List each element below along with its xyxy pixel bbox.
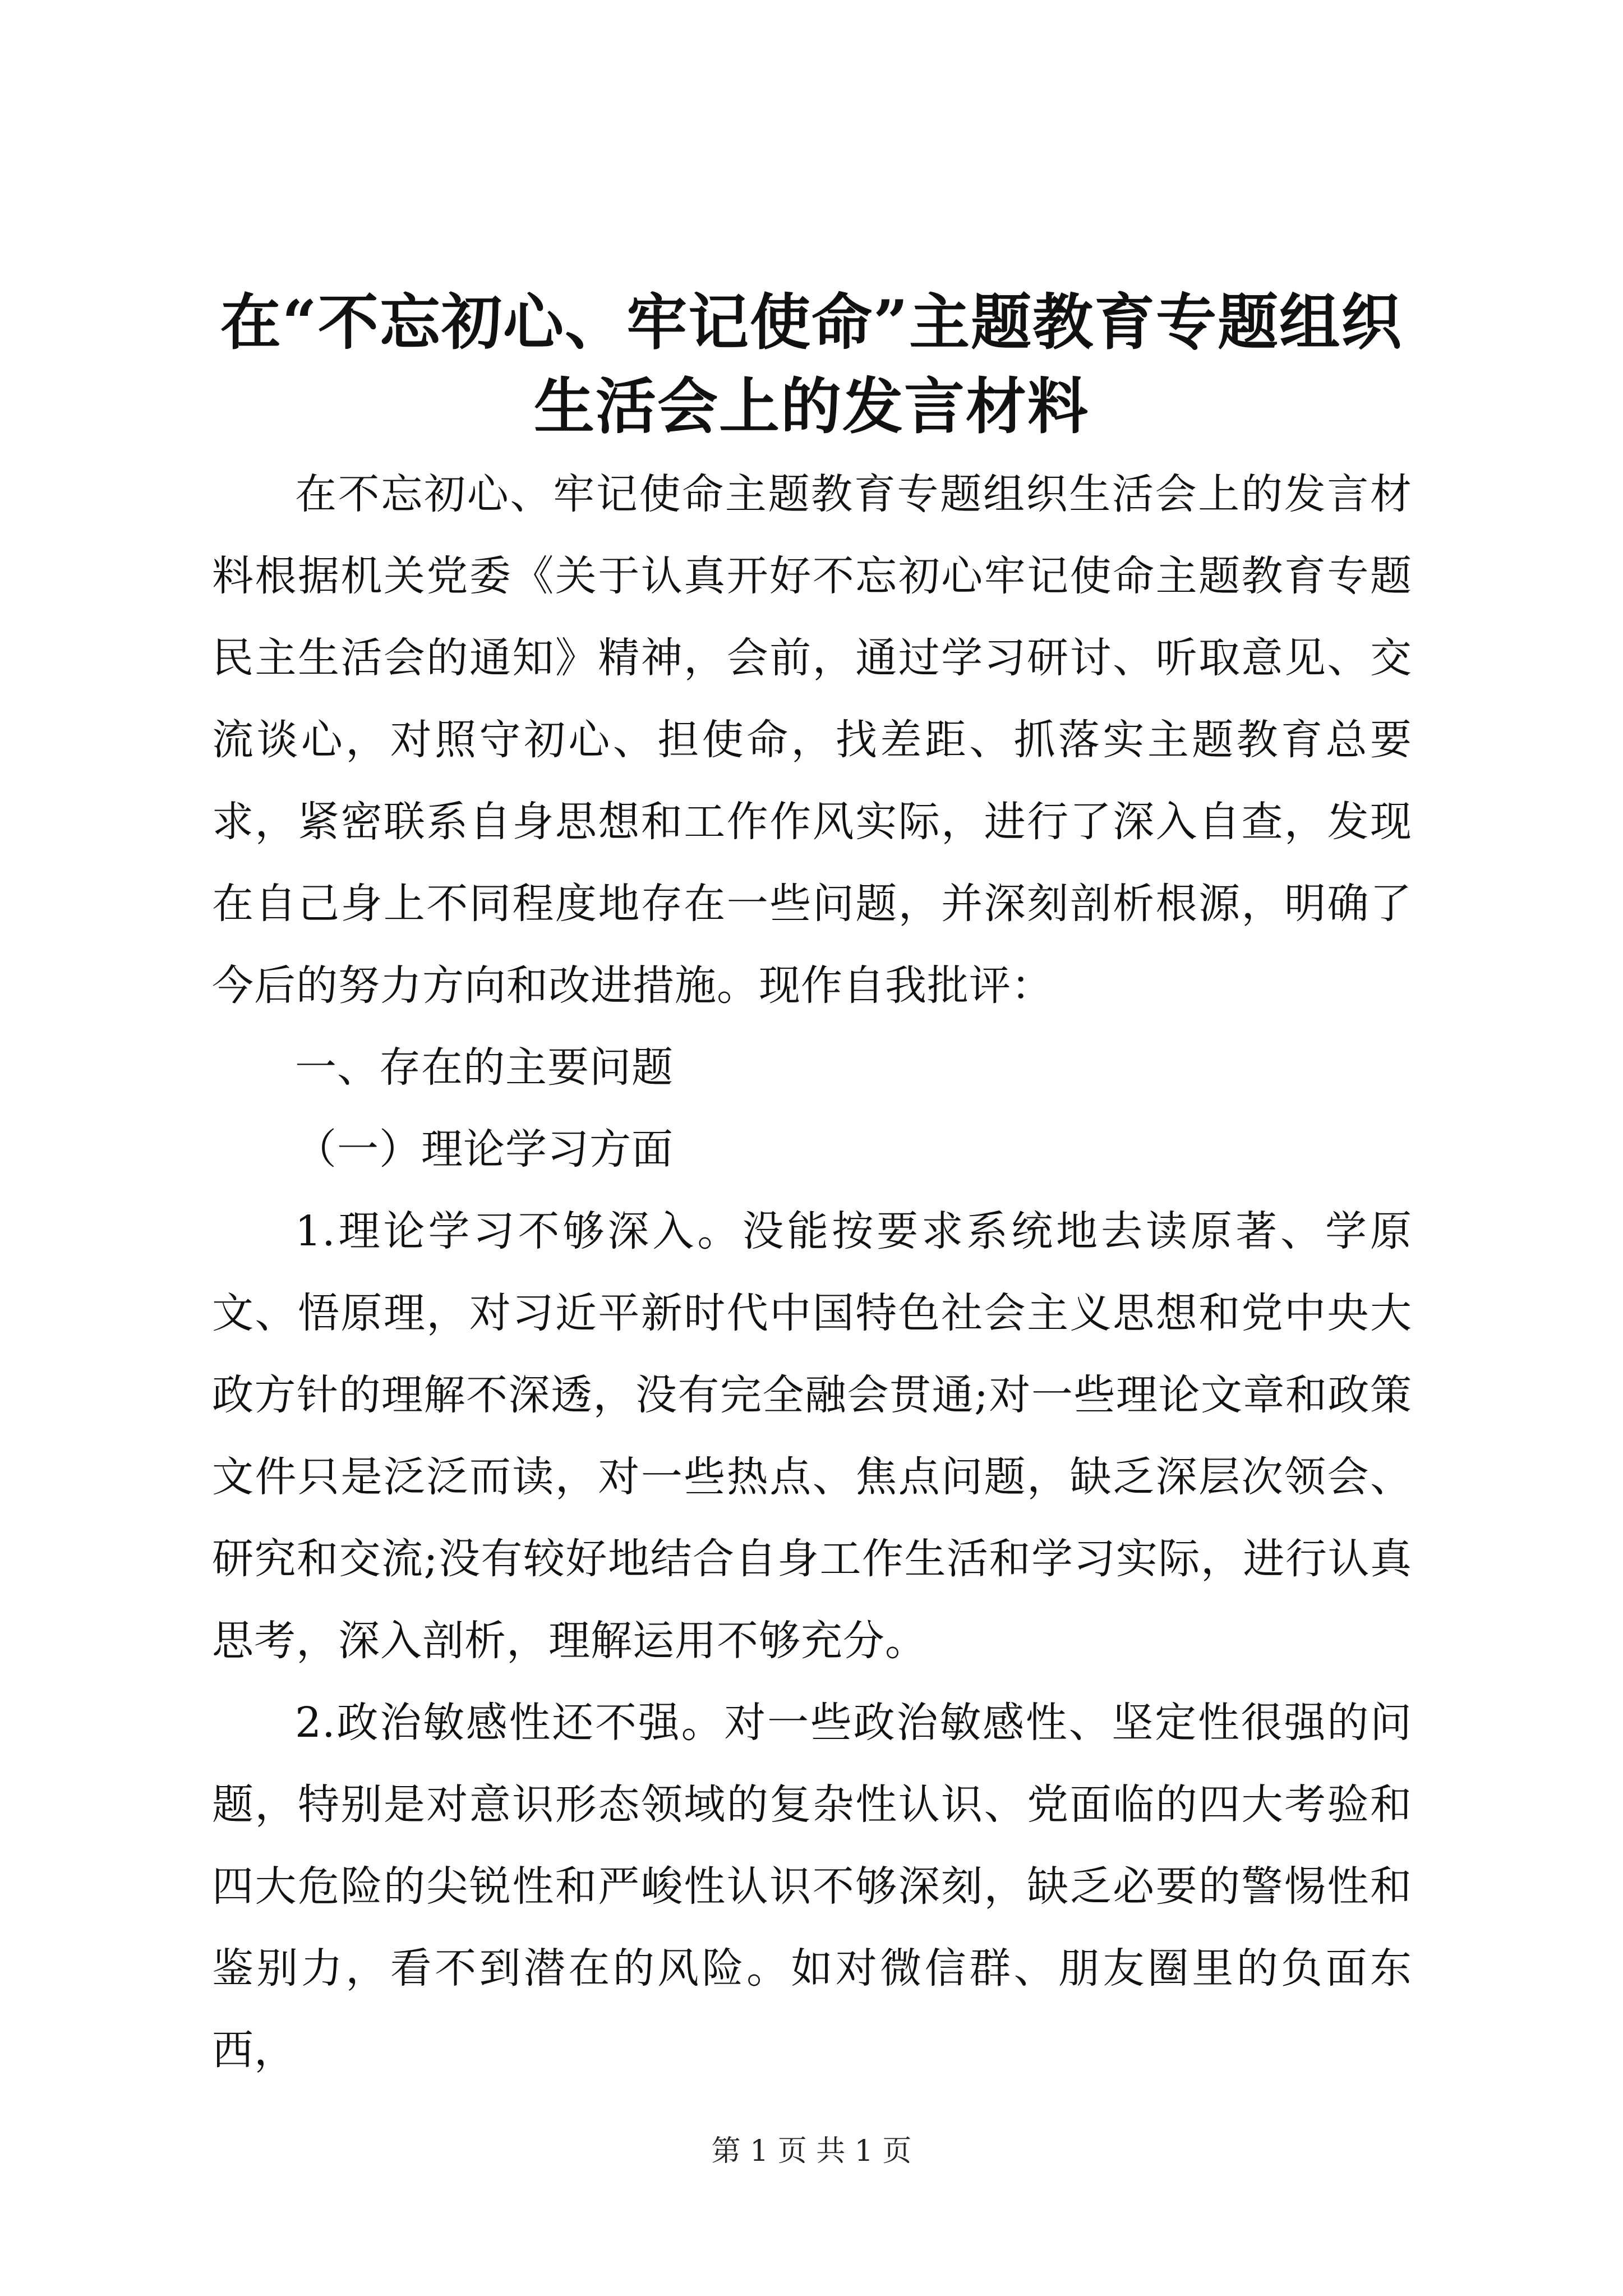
- page-footer: 第 1 页 共 1 页: [711, 2134, 912, 2168]
- paragraph-item-2: 2.政治敏感性还不强。对一些政治敏感性、坚定性很强的问题，特别是对意识形态领域的复杂性认识、党面临的四大考验和四大危险的尖锐性和严峻性认识不够深刻，缺乏必要的警惕性和鉴别力，看不到潜在的风险。如对微信群、朋友圈里的负面东西，: [212, 1699, 1412, 2074]
- document-body: [212, 453, 1412, 2091]
- subsection-heading-theory-study: （一）理论学习方面: [295, 1125, 674, 1174]
- section-heading-main-problems: 一、存在的主要问题: [295, 1043, 674, 1092]
- document-title: 在“不忘初心、牢记使命”主题教育专题组织生活会上的发言材料: [220, 287, 1403, 442]
- paragraph-intro: 在不忘初心、牢记使命主题教育专题组织生活会上的发言材料根据机关党委《关于认真开好不忘初心牢记使命主题教育专题民主生活会的通知》精神，会前，通过学习研讨、听取意见、交流谈心，对照守初心、担使命，找差距、抓落实主题教育总要求，紧密联系自身思想和工作作风实际，进行了深入自查，发现在自己身上不同程度地存在一些问题，并深刻剖析根源，明确了今后的努力方向和改进措施。现作自我批评：: [212, 470, 1412, 1010]
- paragraph-item-1: 1.理论学习不够深入。没能按要求系统地去读原著、学原文、悟原理，对习近平新时代中国特色社会主义思想和党中央大政方针的理解不深透，没有完全融会贯通;对一些理论文章和政策文件只是泛泛而读，对一些热点、焦点问题，缺乏深层次领会、研究和交流;没有较好地结合自身工作生活和学习实际，进行认真思考，深入剖析，理解运用不够充分。: [212, 1207, 1412, 1665]
